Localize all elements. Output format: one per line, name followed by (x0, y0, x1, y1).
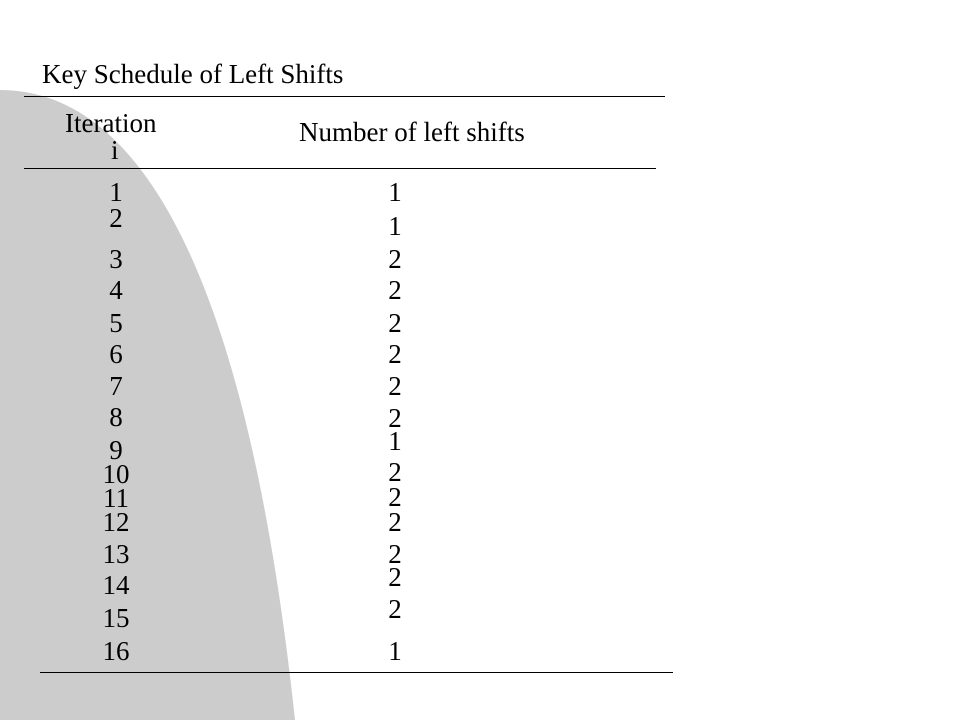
shift-cell: 2 (388, 457, 402, 487)
iteration-cell: 9 (109, 435, 123, 465)
iteration-cell: 2 (109, 203, 123, 233)
shift-cell: 2 (388, 539, 402, 569)
iteration-cell: 16 (102, 636, 130, 666)
iteration-cell: 4 (109, 275, 123, 305)
shift-cell: 2 (388, 562, 402, 592)
iteration-cell: 11 (103, 483, 129, 513)
table-header-rule (24, 168, 656, 169)
iteration-cell: 10 (102, 459, 130, 489)
shift-cell: 2 (388, 244, 402, 274)
iteration-cell: 12 (102, 507, 130, 537)
table-top-rule (24, 96, 665, 97)
shift-cell: 2 (388, 594, 402, 624)
iteration-cell: 13 (102, 539, 130, 569)
header-number-of-left-shifts: Number of left shifts (299, 117, 525, 147)
iteration-cell: 14 (102, 570, 130, 600)
shift-cell: 2 (388, 482, 402, 512)
shift-cell: 2 (388, 339, 402, 369)
shift-cell: 1 (388, 177, 402, 207)
shift-cell: 1 (388, 426, 402, 456)
shift-cell: 2 (388, 507, 402, 537)
iteration-cell: 15 (102, 603, 130, 633)
iteration-cell: 1 (109, 177, 123, 207)
shift-cell: 2 (388, 308, 402, 338)
header-iteration: Iteration (65, 108, 157, 138)
shift-cell: 1 (388, 636, 402, 666)
slide-title: Key Schedule of Left Shifts (42, 59, 344, 89)
iteration-cell: 3 (109, 244, 123, 274)
iteration-cell: 7 (109, 371, 123, 401)
shift-cell: 1 (388, 211, 402, 241)
shift-cell: 2 (388, 371, 402, 401)
iteration-cell: 6 (109, 339, 123, 369)
table-bottom-rule (40, 672, 673, 673)
shift-cell: 2 (388, 403, 402, 433)
iteration-cell: 8 (109, 402, 123, 432)
header-i: i (111, 135, 119, 165)
shift-cell: 2 (388, 275, 402, 305)
iteration-cell: 5 (109, 308, 123, 338)
